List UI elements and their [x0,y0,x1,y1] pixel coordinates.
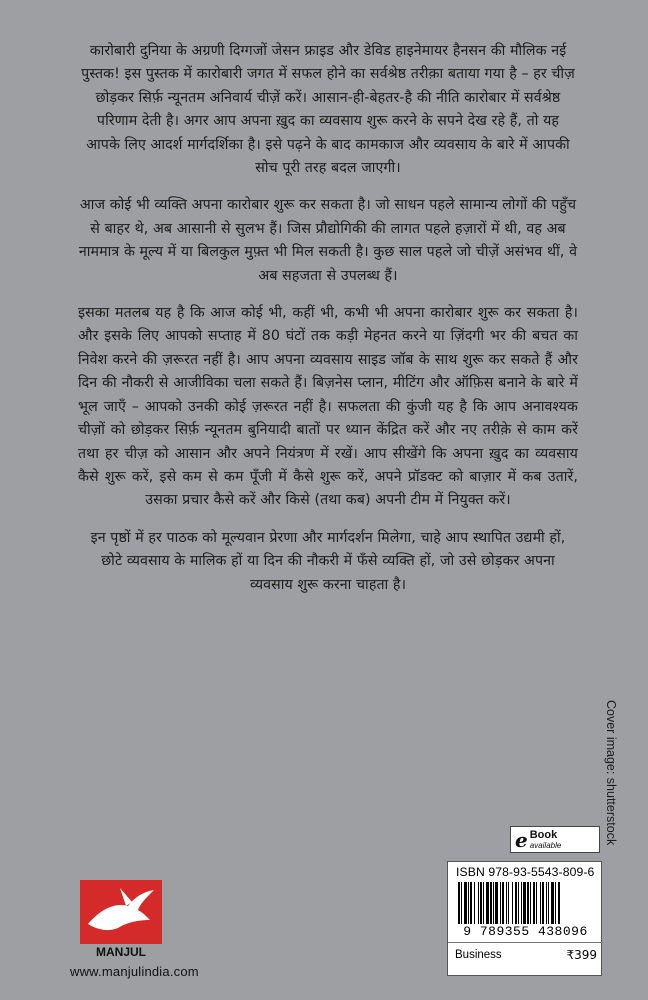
barcode-digits: 9 789355 438096 [463,924,588,939]
back-cover-blurb [78,40,578,611]
manjul-logo [80,880,162,958]
ebook-e-letter: e [515,827,528,852]
blurb-paragraph-1: कारोबारी दुनिया के अग्रणी दिग्गजों जेसन फ्राइड और डेविड हाइनेमायर हैनसन की मौलिक नई पुस्तक! इस पुस्तक में कारोबारी जगत में सफल होने का सर्वश्रेष्ठ तरीक़ा बताया गया है – हर चीज़ छोड़कर सिर्फ़ न्यूनतम अनिवार्य चीज़ें करें। आसान-ही-बेहतर-है की नीति कारोबार में सर्वश्रेष्ठ परिणाम देती है। अगर आप अपना ख़ुद का व्यवसाय शुरू करने के सपने देख रहे हैं, तो यह आपके लिए आदर्श मार्गदर्शिका है। इसे पढ़ने के बाद कामकाज और व्यवसाय के बारे में आपकी सोच पूरी तरह बदल जाएगी। [81,43,575,177]
blurb-paragraph-4: इन पृष्ठों में हर पाठक को मूल्यवान प्रेरणा और मार्गदर्शन मिलेगा, चाहे आप स्थापित उद्यमी हों, छोटे व्यवसाय के मालिक हों या दिन की नौकरी में फँसे व्यक्ति हों, जो उसे छोड़कर अपना व्यवसाय शुरू करना चाहता है। [90,529,566,593]
blurb-paragraph-2: आज कोई भी व्यक्ति अपना कारोबार शुरू कर सकता है। जो साधन पहले सामान्य लोगों की पहुँच से बाहर थे, अब आसानी से सुलभ हैं। जिस प्रौद्योगिकी की लागत पहले हज़ारों में थी, वह अब नाममात्र के मूल्य में या बिलकुल मुफ़्त भी मिल सकती है। कुछ साल पहले जो चीज़ें असंभव थीं, वे अब सहजता से उपलब्ध हैं। [78,197,578,284]
blurb-paragraph-3: इसका मतलब यह है कि आज कोई भी, कहीं भी, कभी भी अपना कारोबार शुरू कर सकता है। और इसके लिए आपको सप्ताह में 80 घंटों तक कड़ी मेहनत करने या ज़िंदगी भर की बचत का निवेश करने की ज़रूरत नहीं है। आप अपना व्यवसाय साइड जॉब के साथ शुरू कर सकते हैं और दिन की नौकरी से आजीविका चला सकते हैं। बिज़नेस प्लान, मीटिंग और ऑफ़िस बनाने के बारे में भूल जाएँ – आपको उनकी कोई ज़रूरत नहीं है। सफलता की कुंजी यह है कि आप अनावश्यक चीज़ों को छोड़कर सिर्फ़ न्यूनतम बुनियादी बातों पर ध्यान केंद्रित करें और नए तरीक़े से काम करें तथा हर चीज़ को आसान और अपने नियंत्रण में रखें। आप सीखेंगे कि अपना ख़ुद का व्यवसाय कैसे शुरू करें, इसे कम से कम पूँजी में कैसे शुरू करें, अपने प्रॉडक्ट को बाज़ार में कब उतारें, उसका प्रचार कैसे करें और किसे (तथा कब) अपनी टीम में नियुक्त करें। [78,305,578,509]
logo-wordmark: MANJUL [96,945,146,958]
cover-image-credit: Cover image: shutterstock [604,700,618,846]
barcode-graphic [458,882,593,924]
category-price-row [448,942,603,978]
ebook-book-label: Book [529,828,558,841]
book-category: Business [455,949,502,961]
isbn-barcode-box [447,861,602,976]
ebook-available-badge [510,826,600,853]
isbn-number: ISBN 978-93-5543-809-6 [456,865,595,879]
ebook-available-label: available [529,840,562,850]
book-price: ₹399 [566,948,597,962]
publisher-website: www.manjulindia.com [70,964,199,979]
